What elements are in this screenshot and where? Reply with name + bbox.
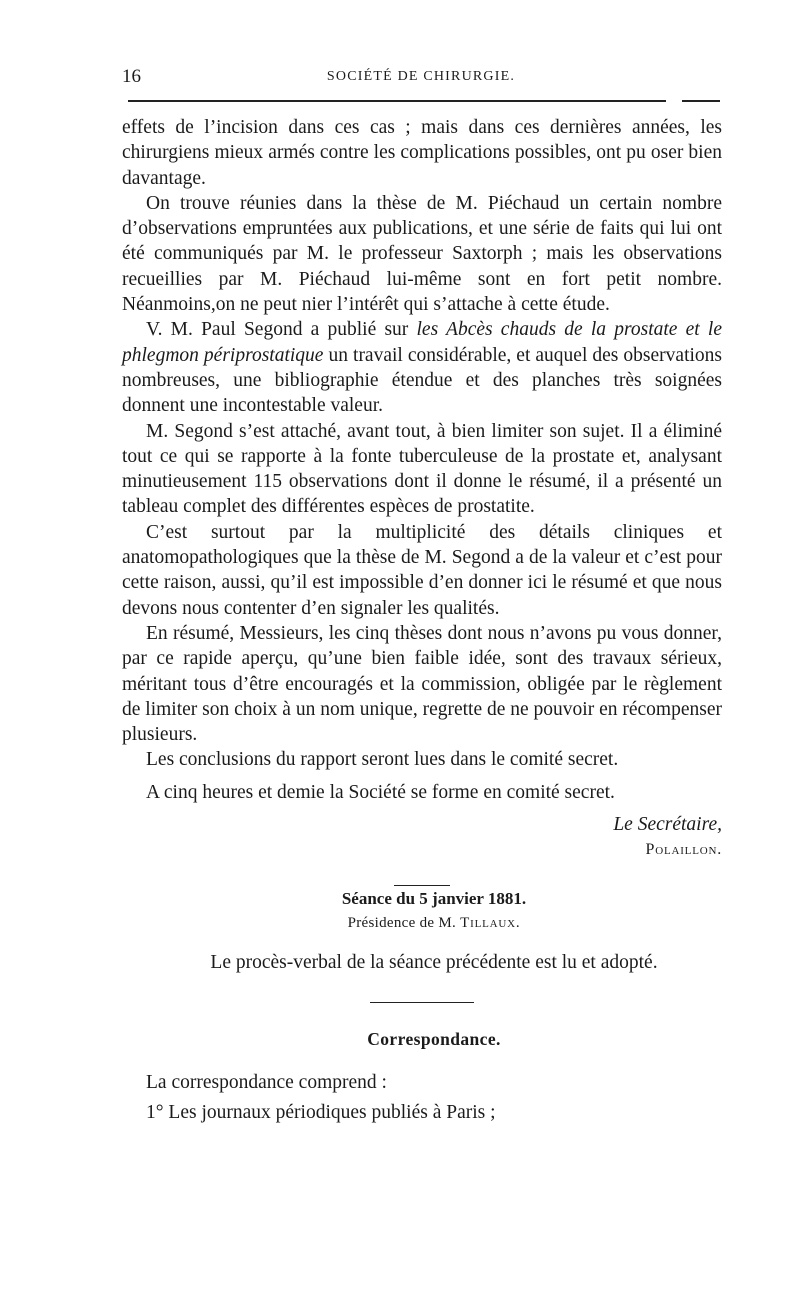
correspondance-intro: La correspondance comprend : [146, 1071, 387, 1093]
paragraph-3-start: V. M. Paul Segond a publié sur [146, 319, 417, 341]
signer-title [122, 812, 722, 837]
proces-verbal: Le procès-verbal de la séance précédente est lu et adopté. [210, 952, 658, 974]
presidence-name: Tillaux. [460, 914, 521, 931]
paragraph-3-end: un travail considérable, et auquel des observations nombreuses, une bibliographie étendue et des planches très soignées donnent une incontestable valeur. [122, 344, 722, 417]
presidence-label: Présidence de M. [347, 914, 461, 931]
signer-name: Polaillon. [645, 841, 722, 859]
paragraph-1: effets de l’incision dans ces cas ; mais dans ces dernières années, les chirurgiens mieux armés contre les complications possibles, ont pu oser bien davantage. [122, 117, 722, 189]
correspondance-item-1: 1° Les journaux périodiques publiés à Paris ; [146, 1102, 496, 1124]
correspondance-divider [370, 1002, 474, 1003]
running-title: SOCIÉTÉ DE CHIRURGIE. [326, 69, 516, 84]
presidence-line [122, 911, 722, 936]
paragraph-5: C’est surtout par la multiplicité des détails cliniques et anatomopathologiques que la thèse de M. Segond a de la valeur et c’est pour cette raison, aussi, qu’il est impossible d’en donner ici le résumé et que nous devons nous contenter d’en signaler les qualités. [122, 521, 722, 619]
header-rule-short [682, 100, 720, 102]
paragraph-6: En résumé, Messieurs, les cinq thèses dont nous n’avons pu vous donner, par ce rapide aperçu, qu’une bien faible idée, sont des travaux sérieux, méritant tous d’être encouragés et la commission, obligée par le règlement de limiter son choix à un nom unique, regrette de ne pouvoir en récompenser plusieurs. [122, 622, 722, 746]
paragraph-8: A cinq heures et demie la Société se forme en comité secret. [146, 781, 615, 803]
thesis-title: les Abcès chauds de la prostate et le phlegmon périprostatique [122, 319, 722, 366]
paragraph-2: On trouve réunies dans la thèse de M. Piéchaud un certain nombre d’observations empruntées aux publications, et une série de faits qui lui ont été communiqués par M. le professeur Saxtorph ; mais les observations recueillies par M. Piéchaud lui-même sont en fort petit nombre. Néanmoins,on ne peut nier l’intérêt qui s’attache à cette étude. [122, 192, 722, 316]
page-body [122, 115, 722, 1125]
page-header [122, 66, 720, 92]
paragraph-7: Les conclusions du rapport seront lues dans le comité secret. [146, 749, 619, 771]
correspondance-heading: Correspondance. [367, 1028, 501, 1049]
page-number: 16 [122, 66, 141, 87]
paragraph-3 [122, 317, 722, 418]
signer-title-text: Le Secrétaire, [613, 814, 722, 836]
paragraph-4: M. Segond s’est attaché, avant tout, à bien limiter son sujet. Il a éliminé tout ce qui se rapporte à la fonte tuberculeuse de la prostate et, analysant minutieusement 115 observations dont il donne le résumé, il a présenté un tableau complet des différentes espèces de prostatite. [122, 420, 722, 518]
seance-title: Séance du 5 janvier 1881. [341, 888, 527, 908]
header-rule [128, 100, 666, 102]
